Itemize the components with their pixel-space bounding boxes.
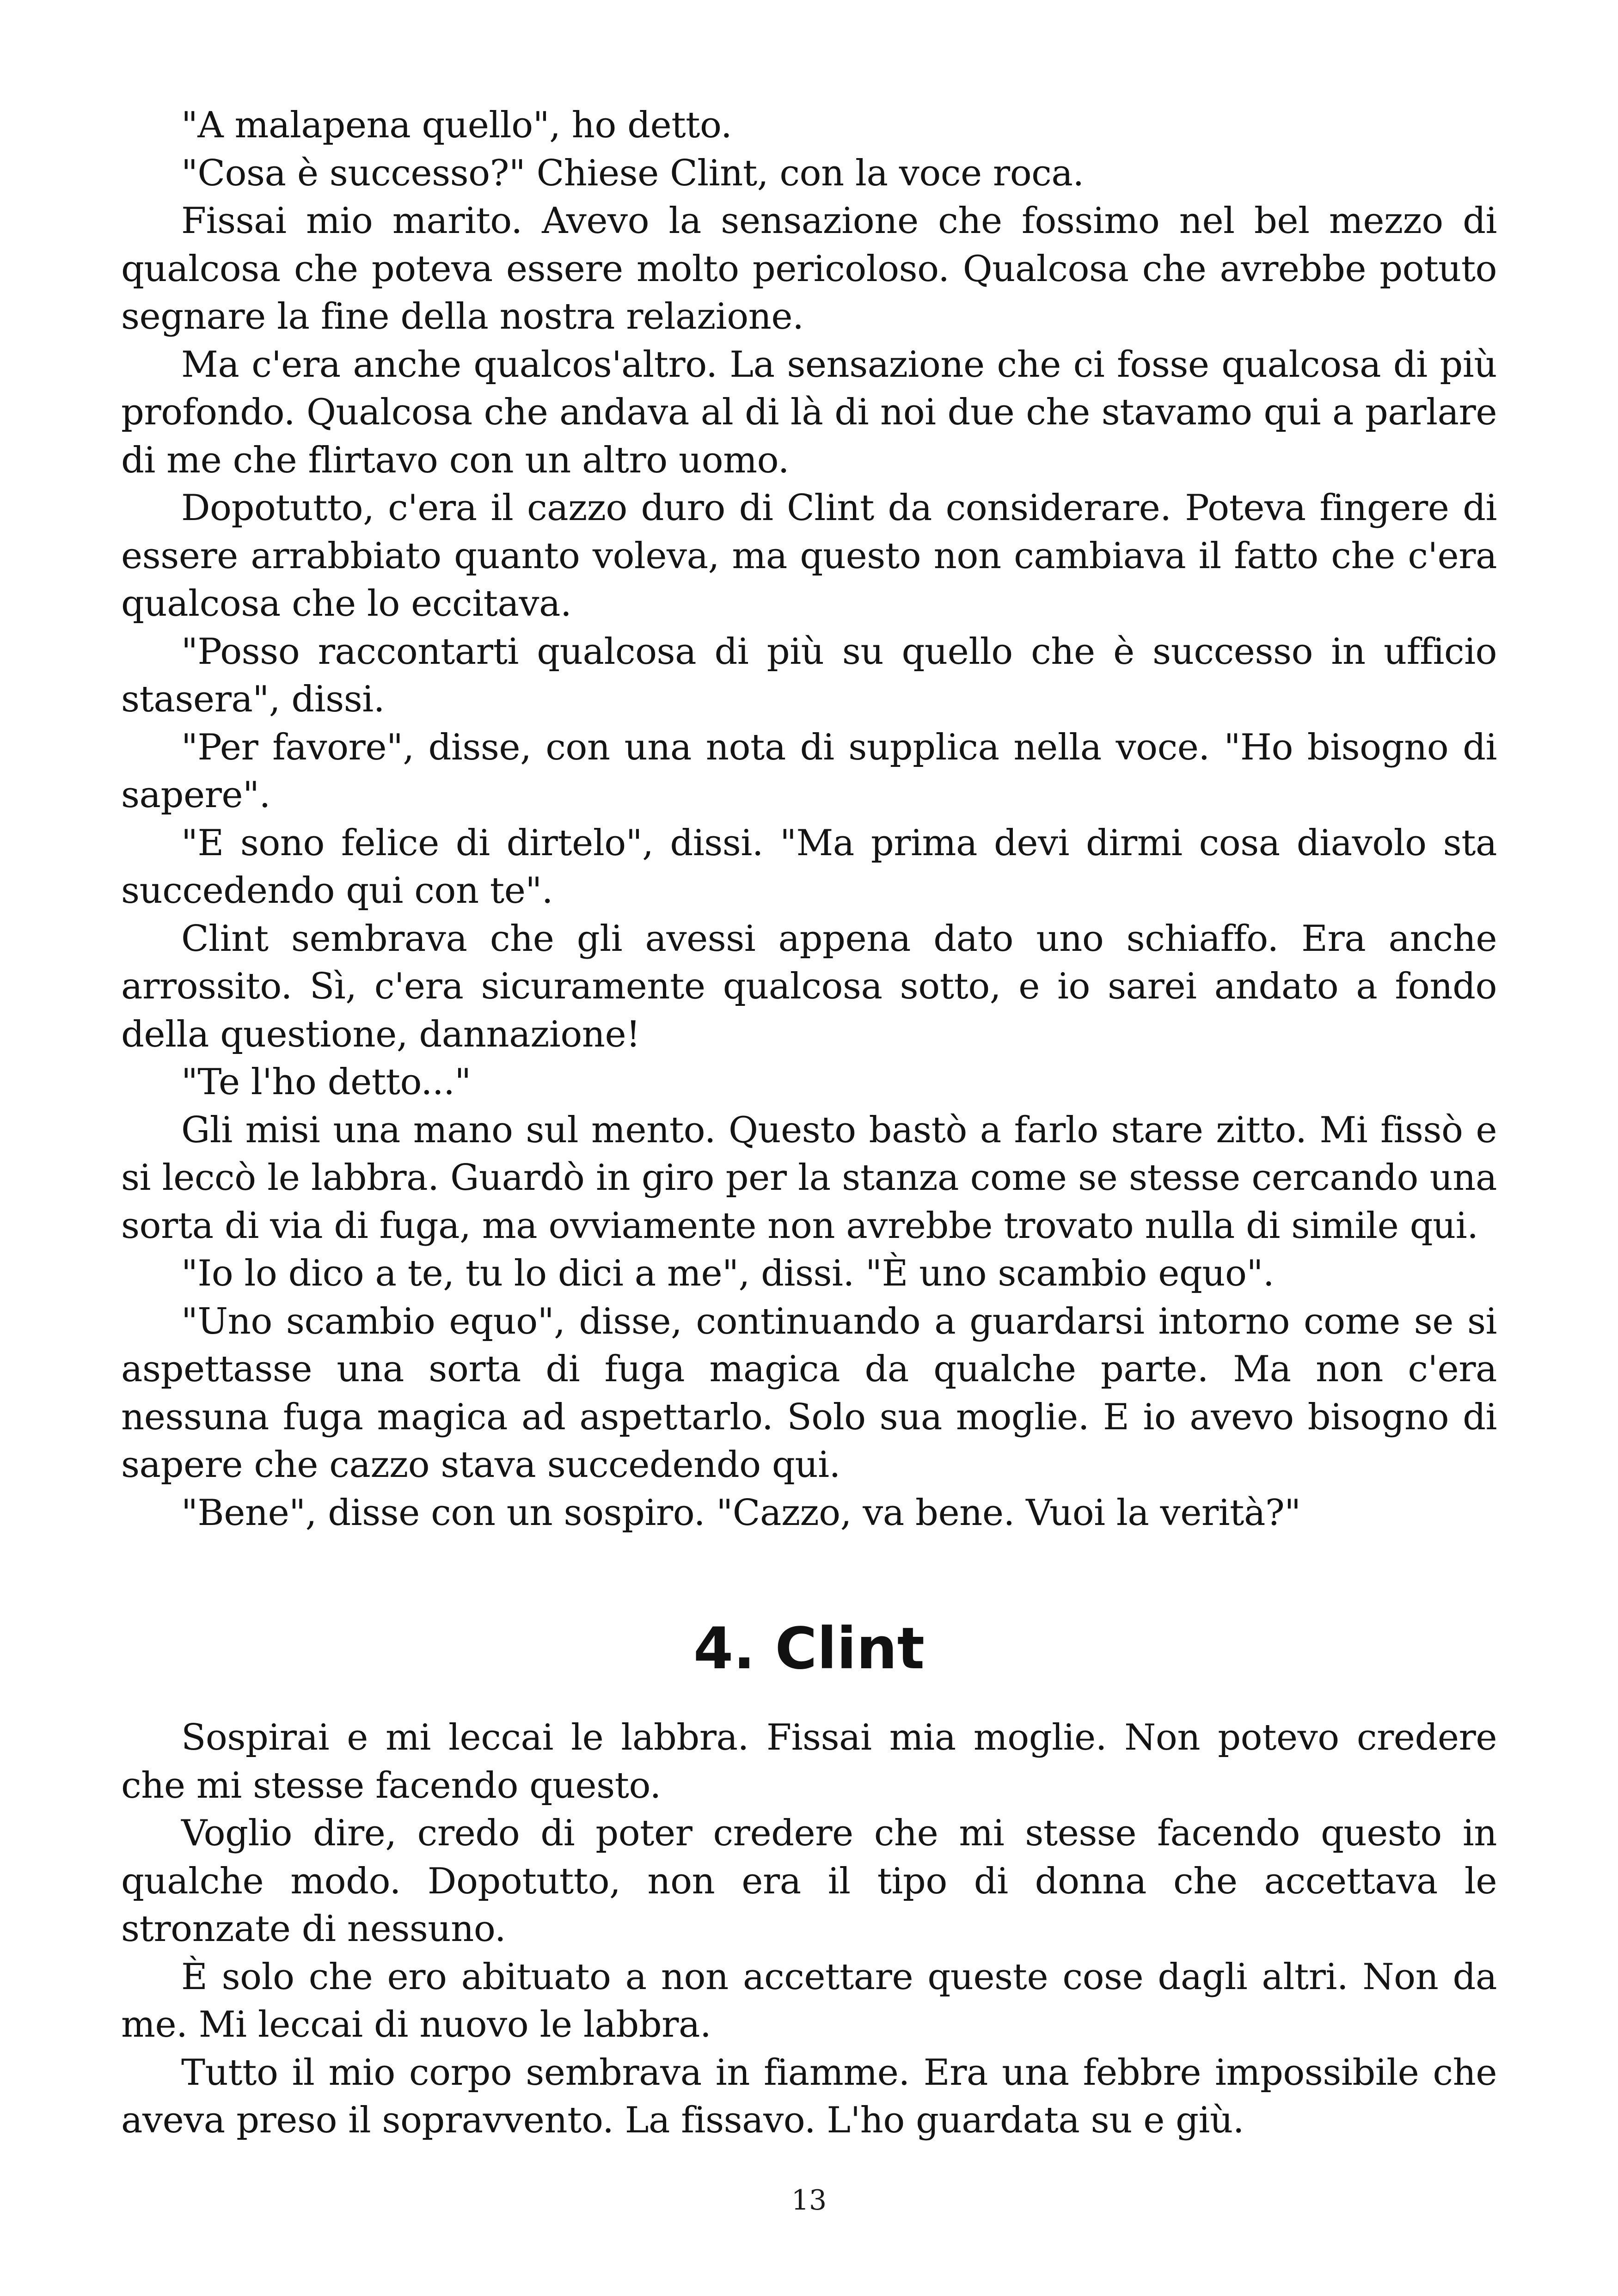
paragraph: "Uno scambio equo", disse, continuando a guardarsi intorno come se si aspettasse una sorta di fuga magica da qualche parte. Ma non c'era nessuna fuga magica ad aspettarlo. Solo sua moglie. E io avevo bisogno di sapere che cazzo stava succedendo qui. bbox=[121, 1300, 1497, 1486]
paragraph: È solo che ero abituato a non accettare queste cose dagli altri. Non da me. Mi leccai di nuovo le labbra. bbox=[121, 1956, 1497, 2045]
paragraph: Tutto il mio corpo sembrava in fiamme. Era una febbre impossibile che aveva preso il sopravvento. La fissavo. L'ho guardata su e giù. bbox=[121, 2051, 1497, 2141]
paragraph: Sospirai e mi leccai le labbra. Fissai mia moglie. Non potevo credere che mi stesse facendo questo. bbox=[121, 1717, 1497, 1806]
paragraph: Dopotutto, c'era il cazzo duro di Clint da considerare. Poteva fingere di essere arrabbiato quanto voleva, ma questo non cambiava il fatto che c'era qualcosa che lo eccitava. bbox=[121, 487, 1497, 625]
paragraph: "Per favore", disse, con una nota di supplica nella voce. "Ho bisogno di sapere". bbox=[121, 726, 1497, 816]
chapter-heading: 4. Clint bbox=[693, 1616, 925, 1682]
paragraph: "Te l'ho detto..." bbox=[181, 1061, 471, 1103]
paragraph: Fissai mio marito. Avevo la sensazione che fossimo nel bel mezzo di qualcosa che poteva essere molto pericoloso. Qualcosa che avrebbe potuto segnare la fine della nostra relazione. bbox=[121, 200, 1497, 337]
paragraph: "Io lo dico a te, tu lo dici a me", dissi. "È uno scambio equo". bbox=[181, 1253, 1275, 1294]
paragraph: "E sono felice di dirtelo", dissi. "Ma prima devi dirmi cosa diavolo sta succedendo qui con te". bbox=[121, 822, 1497, 912]
paragraph: Voglio dire, credo di poter credere che mi stesse facendo questo in qualche modo. Dopotutto, non era il tipo di donna che accettava le stronzate di nessuno. bbox=[121, 1812, 1497, 1950]
page-number: 13 bbox=[791, 2184, 827, 2216]
body-text-before-heading bbox=[121, 102, 1497, 1537]
paragraph: "A malapena quello", ho detto. bbox=[181, 104, 732, 146]
paragraph: "Posso raccontarti qualcosa di più su quello che è successo in ufficio stasera", dissi. bbox=[121, 631, 1497, 720]
body-text-after-heading bbox=[121, 1714, 1497, 2145]
paragraph: Clint sembrava che gli avessi appena dato uno schiaffo. Era anche arrossito. Sì, c'era sicuramente qualcosa sotto, e io sarei andato a fondo della questione, dannazione! bbox=[121, 918, 1497, 1055]
paragraph: Gli misi una mano sul mento. Questo bastò a farlo stare zitto. Mi fissò e si leccò le labbra. Guardò in giro per la stanza come se stesse cercando una sorta di via di fuga, ma ovviamente non avrebbe trovato nulla di simile qui. bbox=[121, 1109, 1497, 1247]
paragraph: "Cosa è successo?" Chiese Clint, con la voce roca. bbox=[181, 152, 1084, 194]
paragraph: Ma c'era anche qualcos'altro. La sensazione che ci fosse qualcosa di più profondo. Qualcosa che andava al di là di noi due che stavamo qui a parlare di me che flirtavo con un altro uomo. bbox=[121, 343, 1497, 481]
paragraph: "Bene", disse con un sospiro. "Cazzo, va bene. Vuoi la verità?" bbox=[181, 1492, 1301, 1534]
